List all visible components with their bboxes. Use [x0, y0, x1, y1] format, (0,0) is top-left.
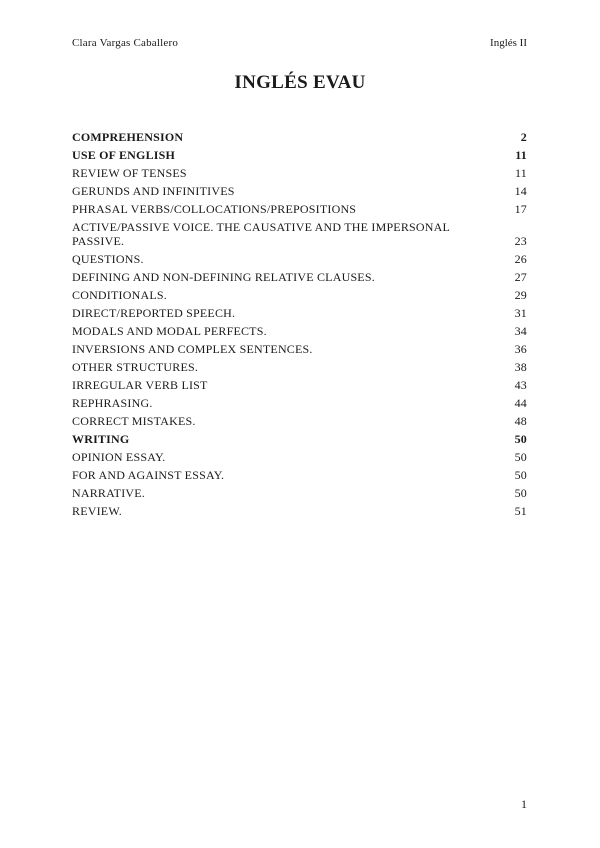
toc-entry-page: 29 [514, 288, 527, 302]
toc-entry-label: GERUNDS AND INFINITIVES [72, 184, 235, 198]
table-of-contents [72, 128, 527, 520]
toc-entry-page: 50 [514, 468, 527, 482]
toc-entry-page: 23 [514, 234, 527, 248]
toc-entry-page: 11 [515, 148, 527, 162]
toc-entry[interactable] [72, 218, 527, 250]
toc-entry-label: FOR AND AGAINST ESSAY. [72, 468, 225, 482]
toc-entry[interactable] [72, 430, 527, 448]
toc-entry-label: OTHER STRUCTURES. [72, 360, 199, 374]
toc-entry[interactable] [72, 322, 527, 340]
toc-entry-page: 51 [514, 504, 527, 518]
toc-entry-label: IRREGULAR VERB LIST [72, 378, 208, 392]
header-course: Inglés II [490, 37, 527, 49]
toc-entry-page: 14 [514, 184, 527, 198]
toc-entry[interactable] [72, 358, 527, 376]
toc-entry-label: CORRECT MISTAKES. [72, 414, 196, 428]
toc-entry-page: 50 [514, 486, 527, 500]
toc-entry[interactable] [72, 484, 527, 502]
toc-entry[interactable] [72, 502, 527, 520]
toc-entry[interactable] [72, 250, 527, 268]
toc-entry[interactable] [72, 146, 527, 164]
toc-entry[interactable] [72, 200, 527, 218]
toc-entry-label: DEFINING AND NON-DEFINING RELATIVE CLAUSES. [72, 270, 375, 284]
toc-entry-label: INVERSIONS AND COMPLEX SENTENCES. [72, 342, 313, 356]
toc-entry-label: NARRATIVE. [72, 486, 145, 500]
toc-entry-page: 36 [514, 342, 527, 356]
toc-entry-page: 17 [514, 202, 527, 216]
toc-entry-label: ACTIVE/PASSIVE VOICE. THE CAUSATIVE AND THE IMPERSONAL PASSIVE. [72, 220, 450, 248]
toc-entry-label: REVIEW OF TENSES [72, 166, 187, 180]
toc-entry[interactable] [72, 394, 527, 412]
toc-entry-label: MODALS AND MODAL PERFECTS. [72, 324, 267, 338]
toc-entry-page: 50 [514, 450, 527, 464]
toc-entry-label: REVIEW. [72, 504, 122, 518]
toc-entry-page: 2 [520, 130, 527, 144]
toc-entry-page: 50 [514, 432, 527, 446]
page-number: 1 [521, 797, 527, 811]
toc-entry[interactable] [72, 286, 527, 304]
toc-entry-label: WRITING [72, 432, 130, 446]
toc-entry[interactable] [72, 164, 527, 182]
toc-entry-page: 11 [515, 166, 527, 180]
toc-entry-label: OPINION ESSAY. [72, 450, 166, 464]
toc-entry-page: 48 [514, 414, 527, 428]
toc-entry-page: 43 [514, 378, 527, 392]
toc-entry-page: 27 [514, 270, 527, 284]
toc-entry-label: PHRASAL VERBS/COLLOCATIONS/PREPOSITIONS [72, 202, 357, 216]
toc-entry-label: CONDITIONALS. [72, 288, 167, 302]
toc-entry[interactable] [72, 340, 527, 358]
toc-entry[interactable] [72, 412, 527, 430]
toc-entry[interactable] [72, 128, 527, 146]
toc-entry[interactable] [72, 376, 527, 394]
toc-entry-page: 34 [514, 324, 527, 338]
toc-entry[interactable] [72, 466, 527, 484]
toc-entry-label: DIRECT/REPORTED SPEECH. [72, 306, 236, 320]
toc-entry[interactable] [72, 448, 527, 466]
toc-entry[interactable] [72, 304, 527, 322]
toc-entry[interactable] [72, 268, 527, 286]
toc-entry[interactable] [72, 182, 527, 200]
toc-entry-label: QUESTIONS. [72, 252, 144, 266]
toc-entry-label: REPHRASING. [72, 396, 153, 410]
toc-entry-page: 38 [514, 360, 527, 374]
toc-entry-page: 44 [514, 396, 527, 410]
toc-entry-label: COMPREHENSION [72, 130, 184, 144]
document-title: INGLÉS EVAU [234, 72, 366, 93]
header-author: Clara Vargas Caballero [72, 37, 179, 49]
toc-entry-page: 26 [514, 252, 527, 266]
toc-entry-page: 31 [514, 306, 527, 320]
toc-entry-label: USE OF ENGLISH [72, 148, 176, 162]
